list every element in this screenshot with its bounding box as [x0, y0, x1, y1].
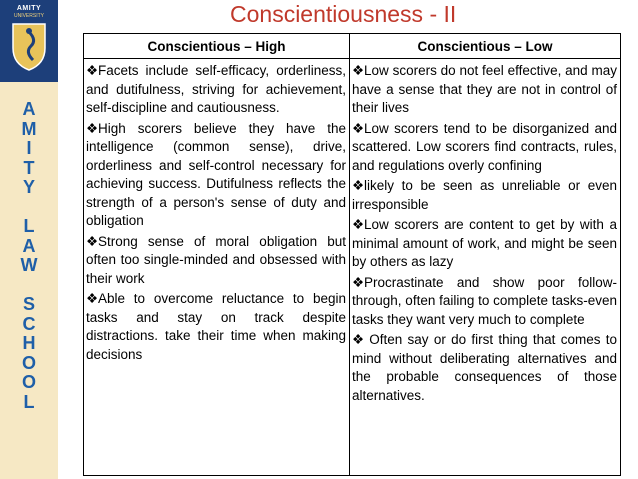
table-row: [84, 59, 621, 476]
checkmark-bullet-icon: ❖: [86, 291, 99, 306]
amity-law-school-vertical-text: [0, 100, 58, 412]
high-column: [84, 59, 350, 476]
page-title: Conscientiousness - II: [230, 1, 457, 27]
sidebar-letter: T: [23, 157, 35, 178]
checkmark-bullet-icon: ❖: [86, 120, 99, 136]
sidebar-letter: C: [22, 313, 36, 334]
sidebar: [0, 0, 58, 479]
checkmark-bullet-icon: ❖: [352, 217, 365, 232]
sidebar-letter: S: [22, 294, 35, 314]
table-header-row: [84, 34, 621, 59]
sidebar-letter: M: [21, 118, 37, 139]
low-item: [352, 274, 617, 330]
checkmark-bullet-icon: ❖: [86, 233, 99, 249]
high-item-text: High scorers believe they have the intelligence (common sense), drive, orderliness and self-control necessary for achieving success. Dutifulness reflects the strength of a person's sense of duty and obligation: [86, 120, 346, 228]
high-item: [86, 120, 346, 231]
sidebar-letter: L: [23, 216, 35, 236]
checkmark-bullet-icon: ❖: [86, 63, 99, 78]
sidebar-letter: I: [26, 138, 32, 158]
checkmark-bullet-icon: ❖: [352, 274, 365, 290]
low-item: [352, 177, 617, 214]
checkmark-bullet-icon: ❖: [352, 63, 365, 78]
low-item-text: Low scorers do not feel effective, and may have a sense that they are not in control of their lives: [352, 63, 617, 115]
high-item: [86, 62, 346, 118]
low-item-text: likely to be seen as unreliable or even irresponsible: [352, 178, 617, 212]
high-item: [86, 290, 346, 364]
header-high: Conscientious – High: [84, 34, 350, 59]
low-item-text: Procrastinate and show poor follow-through, often failing to complete tasks-even tasks they want very much to complete: [352, 274, 617, 327]
high-item-text: Facets include self-efficacy, orderliness, and dutifulness, striving for achievement, self-discipline and cautiousness.: [86, 63, 346, 115]
sidebar-letter: L: [23, 391, 35, 412]
low-column: [350, 59, 621, 476]
checkmark-bullet-icon: ❖: [352, 332, 365, 347]
comparison-table: [83, 33, 621, 476]
low-item-text: Often say or do first thing that comes to mind without deliberating alternatives and the probable consequences of those alternatives.: [352, 332, 617, 403]
sidebar-letter: A: [22, 99, 36, 119]
checkmark-bullet-icon: ❖: [352, 178, 365, 193]
logo-subtitle: UNIVERSITY: [13, 13, 44, 19]
crest-icon: [9, 22, 49, 72]
high-item-text: Able to overcome reluctance to begin tasks and stay on track despite distractions. take their time when making decisions: [86, 291, 346, 362]
low-item: [352, 62, 617, 118]
sidebar-letter: H: [22, 333, 36, 353]
sidebar-letter: O: [21, 352, 36, 373]
low-item: [352, 216, 617, 272]
high-item-text: Strong sense of moral obligation but often too single-minded and obsessed with their work: [86, 233, 346, 286]
checkmark-bullet-icon: ❖: [352, 120, 365, 136]
logo-name: AMITY: [16, 5, 42, 12]
amity-logo: [0, 0, 58, 82]
low-item-text: Low scorers tend to be disorganized and scattered. Low scorers find contracts, rules, and regulations overly confining: [352, 120, 617, 173]
low-item-text: Low scorers are content to get by with a minimal amount of work, and might be seen by others as lazy: [352, 217, 617, 269]
sidebar-letter: Y: [22, 177, 35, 197]
high-item: [86, 233, 346, 289]
sidebar-letter: O: [21, 372, 36, 392]
low-item: [352, 331, 617, 405]
sidebar-letter: W: [20, 255, 38, 275]
header-low: Conscientious – Low: [350, 34, 621, 59]
sidebar-letter: A: [22, 235, 36, 256]
low-item: [352, 120, 617, 176]
